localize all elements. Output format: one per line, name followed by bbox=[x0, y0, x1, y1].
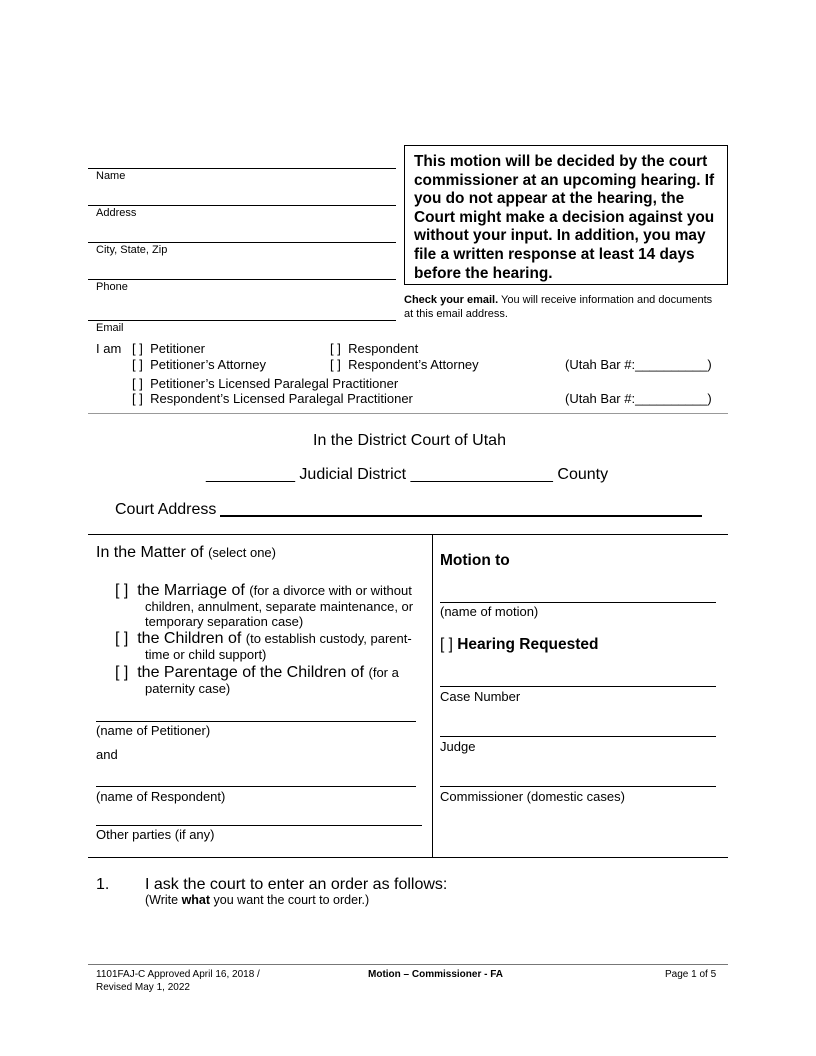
footer-page-number: Page 1 of 5 bbox=[665, 969, 717, 980]
parentage-desc-2: paternity case) bbox=[145, 681, 231, 696]
city-state-zip-line[interactable] bbox=[88, 242, 396, 243]
address-line[interactable] bbox=[88, 205, 396, 206]
court-address-line[interactable] bbox=[220, 515, 702, 517]
matter-heading bbox=[96, 544, 276, 562]
email-line[interactable] bbox=[88, 320, 396, 321]
parentage-label: the Parentage of the Children of bbox=[137, 664, 365, 681]
caption-column-divider bbox=[432, 534, 433, 857]
hearing-notice-box: This motion will be decided by the court commissioner at an upcoming hearing. If you do not appear at the hearing, the Court might make a decision against you without your input. In addition, you may file a written response at least 14 days before the hearing. bbox=[404, 145, 728, 285]
matter-option-parentage[interactable]: [ ] the Parentage of the Children of (for a bbox=[115, 664, 399, 681]
footer-form-id: 1101FAJ-C Approved April 16, 2018 / bbox=[96, 969, 260, 980]
matter-option-children[interactable]: [ ] the Children of (to establish custody, parent- bbox=[115, 630, 412, 647]
city-state-zip-label: City, State, Zip bbox=[96, 244, 168, 256]
role-checkbox-petitioner[interactable]: [ ] Petitioner bbox=[132, 341, 205, 356]
judge-label: Judge bbox=[440, 739, 476, 754]
role-label-petitioners-attorney: Petitioner’s Attorney bbox=[150, 357, 266, 372]
footer-divider bbox=[88, 964, 728, 965]
petitioner-name-label: (name of Petitioner) bbox=[96, 723, 211, 738]
role-prefix: I am bbox=[96, 341, 122, 356]
footer-title: Motion – Commissioner - FA bbox=[368, 969, 504, 980]
phone-label: Phone bbox=[96, 281, 128, 293]
item-1-text: I ask the court to enter an order as follows: bbox=[145, 876, 448, 893]
role-checkbox-petitioners-attorney[interactable]: [ ] Petitioner’s Attorney bbox=[132, 357, 266, 372]
court-address-label: Court Address bbox=[115, 501, 217, 518]
case-number-line[interactable] bbox=[440, 686, 716, 687]
motion-name-label: (name of motion) bbox=[440, 604, 539, 619]
marriage-label: the Marriage of bbox=[137, 582, 245, 599]
commissioner-line[interactable] bbox=[440, 786, 716, 787]
role-checkbox-respondent[interactable]: [ ] Respondent bbox=[330, 341, 419, 356]
caption-top-border bbox=[88, 534, 728, 535]
commissioner-label: Commissioner (domestic cases) bbox=[440, 789, 625, 804]
role-checkbox-petitioner-lpp[interactable]: [ ] Petitioner’s Licensed Paralegal Practitioner bbox=[132, 376, 399, 391]
email-label: Email bbox=[96, 322, 124, 334]
other-parties-label: Other parties (if any) bbox=[96, 827, 215, 842]
name-label: Name bbox=[96, 170, 126, 182]
role-label-respondent: Respondent bbox=[348, 341, 419, 356]
court-title: In the District Court of Utah bbox=[313, 432, 506, 449]
address-label: Address bbox=[96, 207, 137, 219]
utah-bar-number-field-2[interactable]: (Utah Bar #:__________) bbox=[565, 391, 712, 406]
and-label: and bbox=[96, 747, 118, 762]
respondent-name-label: (name of Respondent) bbox=[96, 789, 226, 804]
matter-label: In the Matter of bbox=[96, 544, 204, 561]
hearing-requested-checkbox[interactable]: [ ] Hearing Requested bbox=[440, 636, 599, 653]
matter-option-marriage[interactable]: [ ] the Marriage of (for a divorce with or without bbox=[115, 582, 412, 599]
children-label: the Children of bbox=[137, 630, 242, 647]
role-divider bbox=[88, 413, 728, 414]
role-label-petitioner-lpp: Petitioner’s Licensed Paralegal Practitioner bbox=[150, 376, 399, 391]
caption-bottom-border bbox=[88, 857, 728, 858]
marriage-desc-3: temporary separation case) bbox=[145, 614, 304, 629]
email-note bbox=[404, 293, 724, 321]
phone-line[interactable] bbox=[88, 279, 396, 280]
role-checkbox-respondents-attorney[interactable]: [ ] Respondent’s Attorney bbox=[330, 357, 479, 372]
marriage-desc-2: children, annulment, separate maintenance, or bbox=[145, 599, 414, 614]
email-note-bold: Check your email. bbox=[404, 294, 499, 306]
children-desc-2: time or child support) bbox=[145, 647, 267, 662]
case-number-label: Case Number bbox=[440, 689, 521, 704]
email-note-text: You will receive information and documents at this email address. bbox=[404, 294, 713, 320]
motion-name-line[interactable] bbox=[440, 602, 716, 603]
role-label-respondent-lpp: Respondent’s Licensed Paralegal Practitioner bbox=[150, 391, 413, 406]
item-1-instruction: (Write what you want the court to order.) bbox=[145, 893, 370, 907]
role-label-petitioner: Petitioner bbox=[150, 341, 205, 356]
role-checkbox-respondent-lpp[interactable]: [ ] Respondent’s Licensed Paralegal Practitioner bbox=[132, 391, 413, 406]
judge-line[interactable] bbox=[440, 736, 716, 737]
other-parties-line[interactable] bbox=[96, 825, 422, 826]
matter-sublabel: (select one) bbox=[208, 545, 276, 560]
respondent-name-line[interactable] bbox=[96, 786, 416, 787]
footer-revised: Revised May 1, 2022 bbox=[96, 982, 190, 993]
role-label-respondents-attorney: Respondent’s Attorney bbox=[348, 357, 479, 372]
motion-to-heading: Motion to bbox=[440, 552, 510, 569]
hearing-requested-label: Hearing Requested bbox=[457, 636, 599, 653]
petitioner-name-line[interactable] bbox=[96, 721, 416, 722]
name-line[interactable] bbox=[88, 168, 396, 169]
judicial-district-line[interactable]: __________ Judicial District ________________ County bbox=[206, 466, 609, 483]
utah-bar-number-field-1[interactable]: (Utah Bar #:__________) bbox=[565, 357, 712, 372]
item-1-number: 1. bbox=[96, 876, 110, 893]
